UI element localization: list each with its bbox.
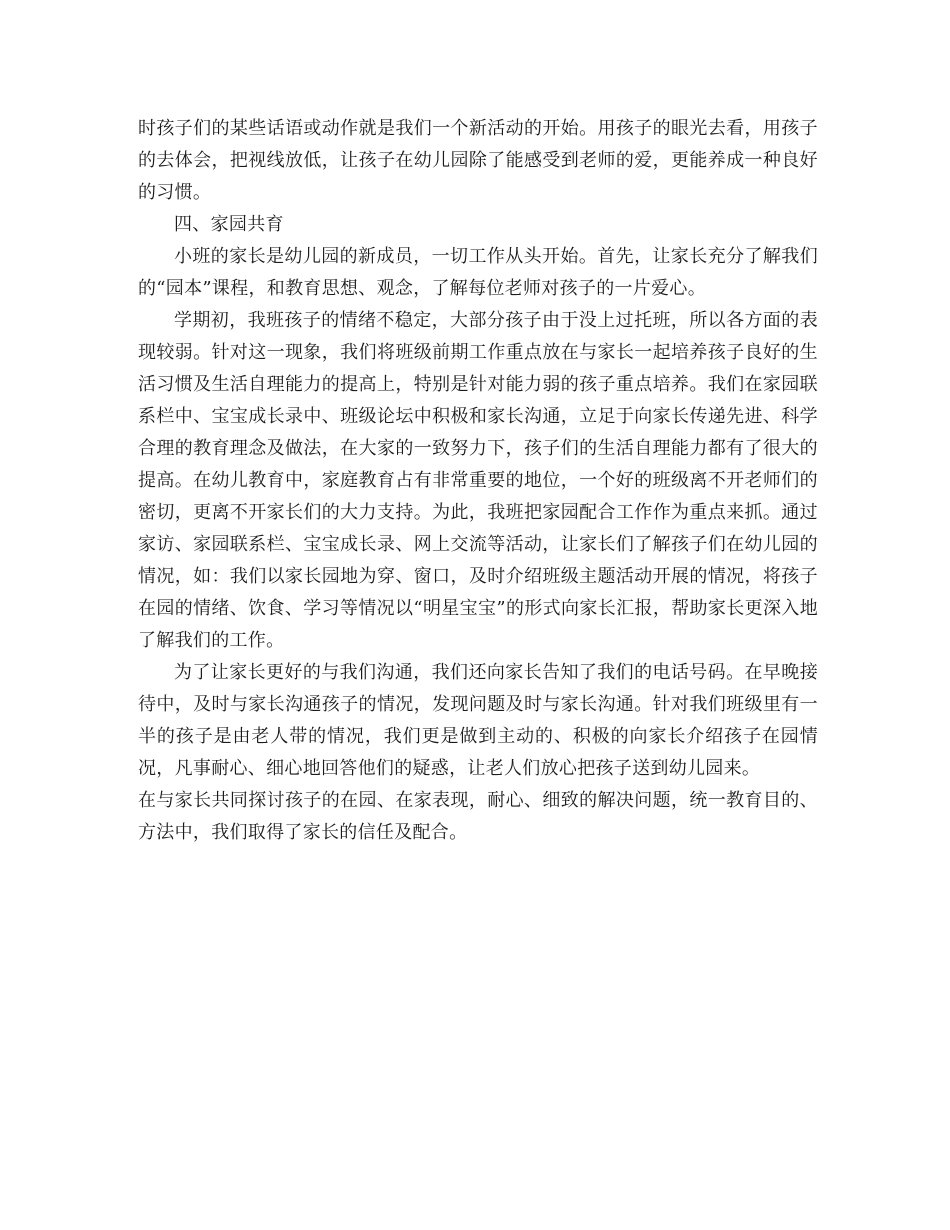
paragraph-semester-start: 学期初，我班孩子的情绪不稳定，大部分孩子由于没上过托班，所以各方面的表现较弱。针对这一现象，我们将班级前期工作重点放在与家长一起培养孩子良好的生活习惯及生活自理能力的提高上，特别是针对能力弱的孩子重点培养。我们在家园联系栏中、宝宝成长录中、班级论坛中积极和家长沟通，立足于向家长传递先进、科学合理的教育理念及做法，在大家的一致努力下，孩子们的生活自理能力都有了很大的提高。在幼儿教育中，家庭教育占有非常重要的地位，一个好的班级离不开老师们的密切，更离不开家长们的大力支持。为此，我班把家园配合工作作为重点来抓。通过家访、家园联系栏、宝宝成长录、网上交流等活动，让家长们了解孩子们在幼儿园的情况，如：我们以家长园地为穿、窗口，及时介绍班级主题活动开展的情况，将孩子在园的情绪、饮食、学习等情况以“明星宝宝”的形式向家长汇报，帮助家长更深入地了解我们的工作。 bbox=[138, 310, 818, 651]
paragraph-parents-new-members: 小班的家长是幼儿园的新成员，一切工作从头开始。首先，让家长充分了解我们的“园本”课程，和教育思想、观念，了解每位老师对孩子的一片爱心。 bbox=[138, 246, 818, 299]
paragraph-continued: 时孩子们的某些话语或动作就是我们一个新活动的开始。用孩子的眼光去看，用孩子的去体会，把视线放低，让孩子在幼儿园除了能感受到老师的爱，更能养成一种良好的习惯。 bbox=[138, 118, 818, 203]
paragraph-communication: 为了让家长更好的与我们沟通，我们还向家长告知了我们的电话号码。在早晚接待中，及时与家长沟通孩子的情况，发现问题及时与家长沟通。针对我们班级里有一半的孩子是由老人带的情况，我们更是做到主动的、积极的向家长介绍孩子在园情况，凡事耐心、细心地回答他们的疑惑，让老人们放心把孩子送到幼儿园来。 bbox=[138, 662, 818, 779]
document-body bbox=[138, 113, 818, 849]
section-heading-family-cooperation: 四、家园共育 bbox=[174, 214, 284, 235]
paragraph-conclusion: 在与家长共同探讨孩子的在园、在家表现，耐心、细致的解决问题，统一教育目的、方法中，我们取得了家长的信任及配合。 bbox=[138, 790, 818, 843]
